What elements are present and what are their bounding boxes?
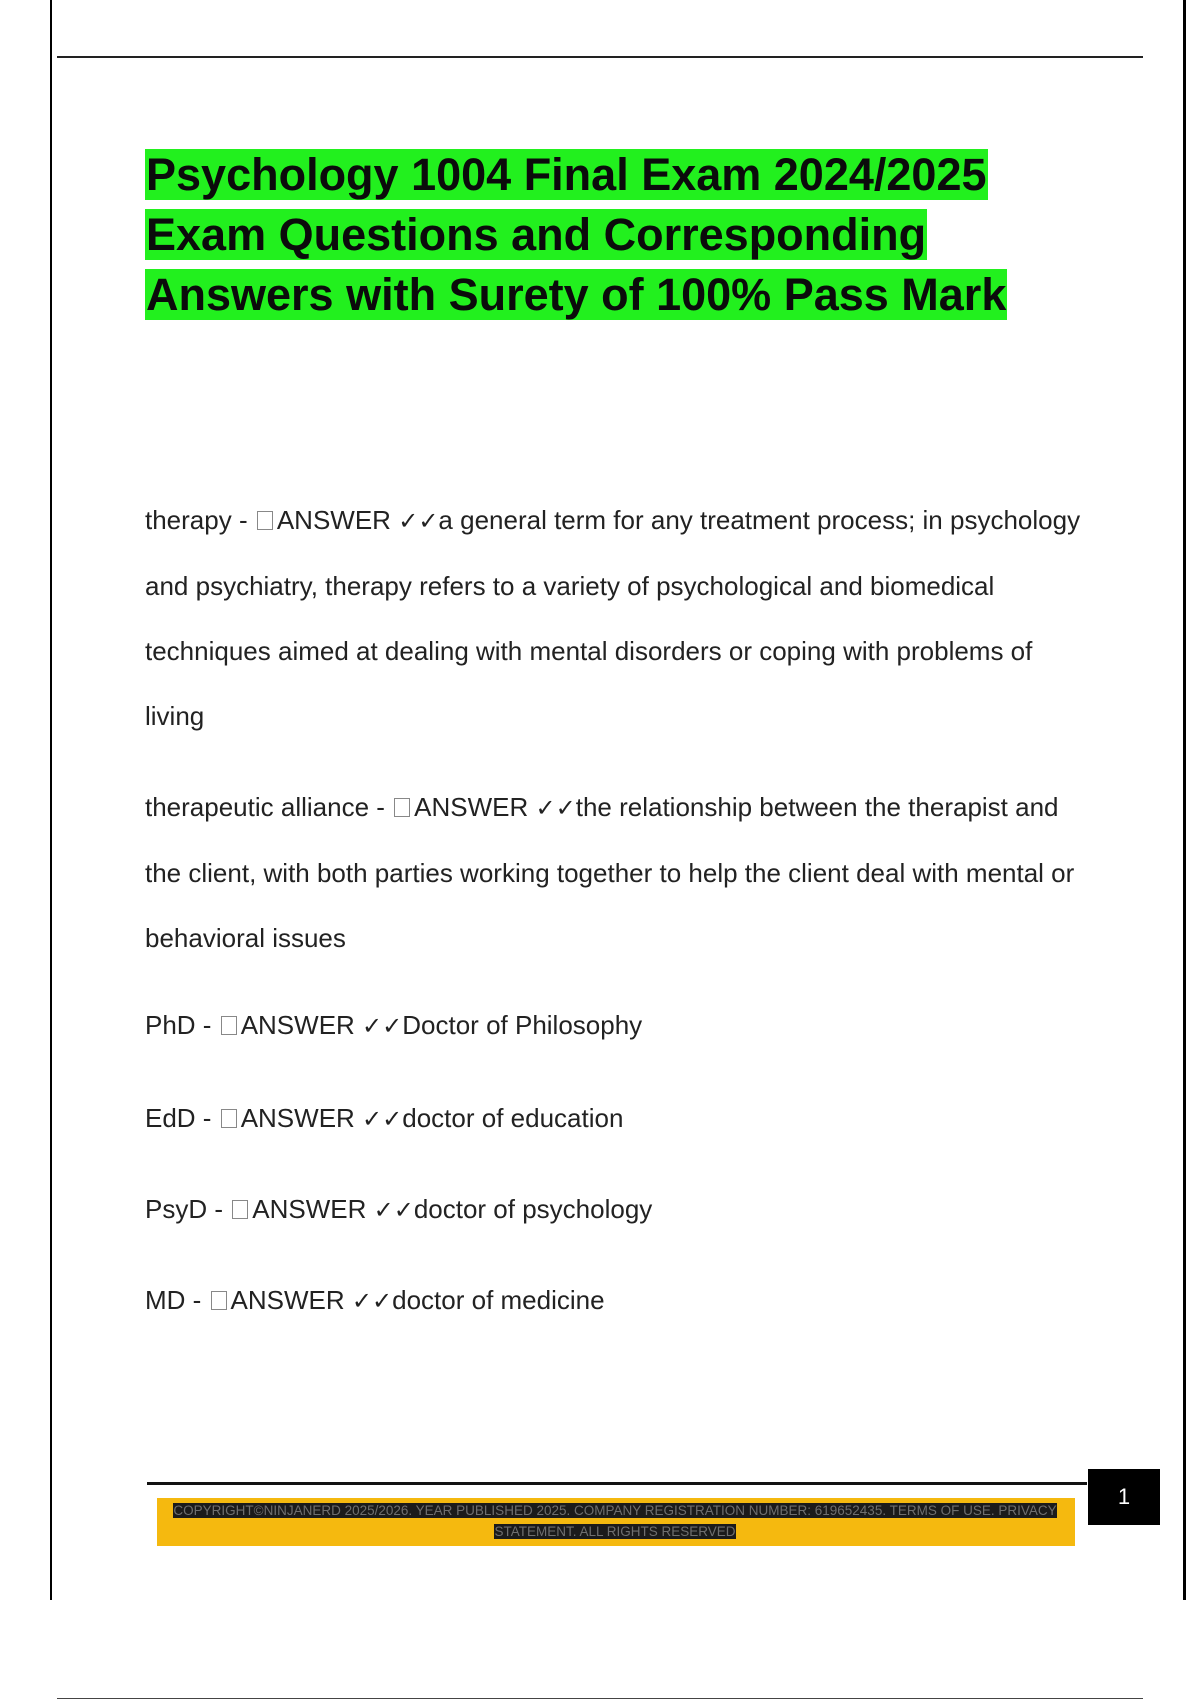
double-check-icon: ✓✓	[535, 794, 576, 822]
answer-label: ANSWER	[414, 792, 529, 822]
qa-term: PhD	[145, 1010, 196, 1040]
title-line-3: Answers with Surety of 100% Pass Mark	[146, 269, 1007, 320]
checkbox-icon	[257, 511, 273, 530]
qa-entry: therapy - ANSWER ✓✓a general term for any treatment process; in psychology and psychiatry, therapy refers to a variety of psychological and biomedical techniques aimed at dealing with mental disorders or coping with problems of living	[145, 505, 1081, 731]
page-border-left	[50, 0, 52, 1600]
double-check-icon: ✓✓	[373, 1196, 414, 1224]
qa-entry: EdD - ANSWER ✓✓doctor of education	[145, 1103, 624, 1133]
qa-term: therapeutic alliance	[145, 792, 370, 822]
copyright-line-1: COPYRIGHT©NINJANERD 2025/2026. YEAR PUBLISHED 2025. COMPANY REGISTRATION NUMBER: 619652435. TERMS OF USE. PRIVACY	[173, 1503, 1057, 1518]
double-check-icon: ✓✓	[362, 1105, 403, 1133]
footer-rule	[147, 1482, 1087, 1485]
title-line-1: Psychology 1004 Final Exam 2024/2025	[146, 149, 987, 200]
qa-entry: MD - ANSWER ✓✓doctor of medicine	[145, 1285, 605, 1315]
page-bottom-rule	[57, 1698, 1143, 1699]
title-line-2: Exam Questions and Corresponding	[146, 209, 927, 260]
qa-term: MD	[145, 1285, 186, 1315]
qa-answer: doctor of education	[402, 1103, 624, 1133]
qa-entry: PsyD - ANSWER ✓✓doctor of psychology	[145, 1194, 653, 1224]
qa-entry: PhD - ANSWER ✓✓Doctor of Philosophy	[145, 1010, 643, 1040]
double-check-icon: ✓✓	[351, 1287, 393, 1315]
qa-term: therapy	[145, 505, 232, 535]
answer-label: ANSWER	[240, 1010, 355, 1040]
answer-label: ANSWER	[252, 1194, 367, 1224]
qa-answer: doctor of medicine	[392, 1285, 605, 1315]
page-border-right	[1183, 0, 1186, 1600]
answer-label: ANSWER	[230, 1285, 345, 1315]
answer-label: ANSWER	[240, 1103, 355, 1133]
qa-answer: the relationship between the therapist and the client, with both parties working together to help the client deal with mental or behavioral issues	[145, 792, 1075, 953]
answer-label: ANSWER	[276, 505, 391, 535]
checkbox-icon	[211, 1291, 227, 1310]
double-check-icon: ✓✓	[398, 507, 439, 535]
checkbox-icon	[221, 1109, 237, 1128]
page-number: 1	[1088, 1469, 1160, 1525]
checkbox-icon	[394, 798, 410, 817]
qa-term: EdD	[145, 1103, 196, 1133]
copyright-notice	[170, 1500, 1060, 1542]
copyright-line-2: STATEMENT. ALL RIGHTS RESERVED	[494, 1524, 736, 1539]
qa-term: PsyD	[145, 1194, 208, 1224]
document-title	[145, 145, 1085, 325]
checkbox-icon	[221, 1016, 237, 1035]
header-rule	[57, 56, 1143, 58]
checkbox-icon	[232, 1200, 248, 1219]
qa-answer: doctor of psychology	[413, 1194, 653, 1224]
qa-entry: therapeutic alliance - ANSWER ✓✓the relationship between the therapist and the client, with both parties working together to help the client deal with mental or behavioral issues	[145, 792, 1075, 953]
qa-answer: Doctor of Philosophy	[402, 1010, 643, 1040]
qa-answer: a general term for any treatment process; in psychology and psychiatry, therapy refers to a variety of psychological and biomedical techniques aimed at dealing with mental disorders or coping with problems of living	[145, 505, 1081, 731]
double-check-icon: ✓✓	[362, 1012, 403, 1040]
